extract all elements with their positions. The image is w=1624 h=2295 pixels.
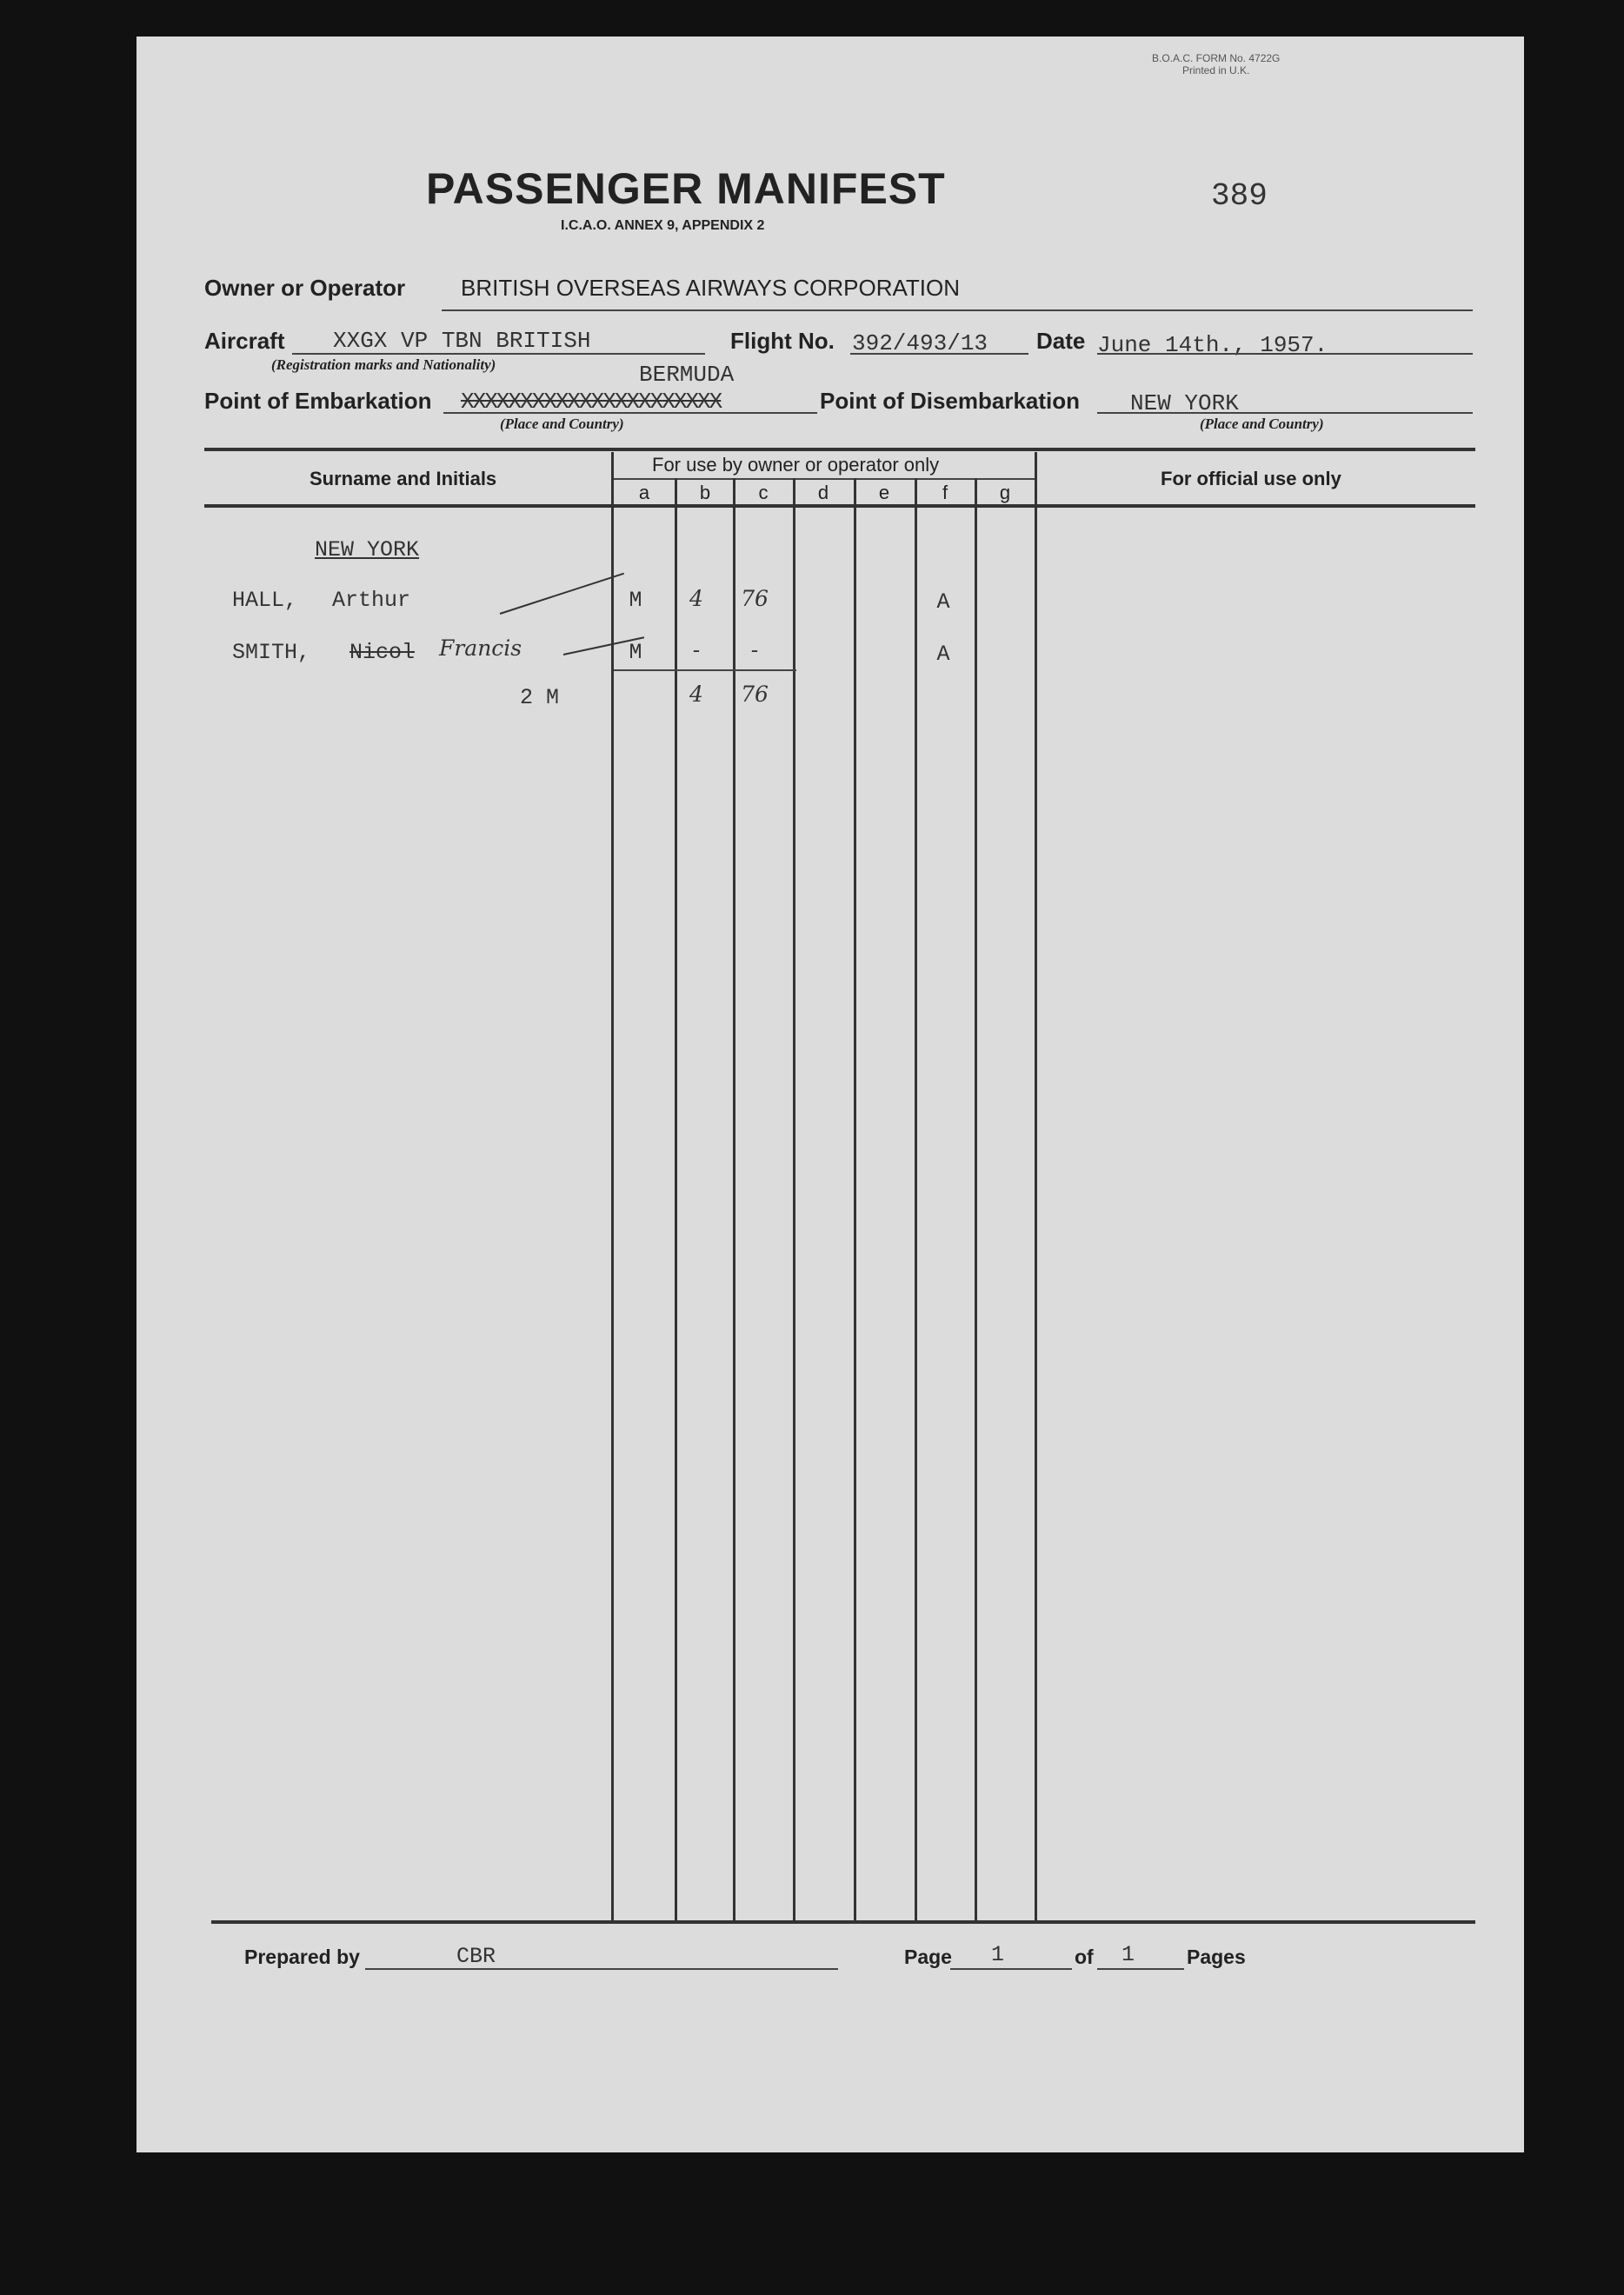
page-label: Page <box>904 1946 952 1968</box>
row1-given: Arthur <box>332 588 411 613</box>
form-number-line1: B.O.A.C. FORM No. 4722G <box>1152 52 1281 64</box>
column-line-g <box>975 478 977 1921</box>
aircraft-sublabel: (Registration marks and Nationality) <box>271 356 496 373</box>
sub-column-f: f <box>942 482 948 503</box>
page-title: PASSENGER MANIFEST <box>426 164 946 213</box>
flight-rule <box>850 353 1028 355</box>
page-rule <box>950 1968 1072 1970</box>
total-col-c: 76 <box>741 682 769 707</box>
disembarkation-value: NEW YORK <box>1130 390 1239 416</box>
section-heading: NEW YORK <box>315 537 420 562</box>
row2-col-a: M <box>629 640 642 665</box>
table-header-rule <box>204 504 1475 508</box>
flight-label: Flight No. <box>730 328 835 354</box>
owner-rule <box>442 309 1473 311</box>
disembarkation-label: Point of Disembarkation <box>820 388 1081 414</box>
totals-rule <box>614 669 796 671</box>
embarkation-value: BERMUDA <box>639 362 735 388</box>
row1-col-b: 4 <box>689 586 703 611</box>
date-label: Date <box>1036 328 1086 354</box>
prepared-by-label: Prepared by <box>244 1946 360 1968</box>
sheet-number: 389 <box>1211 178 1268 214</box>
sub-column-d: d <box>817 482 829 503</box>
aircraft-label: Aircraft <box>204 328 285 354</box>
owner-label: Owner or Operator <box>204 275 406 301</box>
embarkation-rule <box>443 412 817 414</box>
column-line-f <box>915 478 917 1921</box>
of-rule <box>1097 1968 1184 1970</box>
prepared-by-rule <box>365 1968 838 1970</box>
owner-header: For use by owner or operator only <box>652 454 940 476</box>
pages-label: Pages <box>1187 1946 1246 1968</box>
date-rule <box>1097 353 1473 355</box>
form-number-line2: Printed in U.K. <box>1182 64 1250 76</box>
table-bottom-rule <box>211 1920 1475 1924</box>
flight-value: 392/493/13 <box>852 330 988 356</box>
sub-column-g: g <box>999 482 1011 503</box>
sub-column-a: a <box>638 482 650 503</box>
total-col-b: 4 <box>689 682 703 707</box>
row2-given-struck: Nicol <box>349 640 416 665</box>
column-line-a <box>611 452 614 1921</box>
form-number <box>1152 52 1280 76</box>
row2-col-c: - <box>750 637 759 662</box>
row1-col-c: 76 <box>741 586 769 611</box>
disembarkation-sublabel: (Place and Country) <box>1200 416 1324 432</box>
total-label: 2 M <box>520 685 560 710</box>
surname-header: Surname and Initials <box>309 468 497 489</box>
disembarkation-rule <box>1097 412 1473 414</box>
page-value: 1 <box>991 1942 1005 1967</box>
column-line-official <box>1035 452 1037 1921</box>
aircraft-value: XXGX VP TBN BRITISH <box>333 328 591 354</box>
aircraft-rule <box>292 353 705 355</box>
row2-col-f: A <box>936 642 950 667</box>
embarkation-sublabel: (Place and Country) <box>500 416 624 432</box>
table-top-rule <box>204 448 1475 451</box>
of-value: 1 <box>1121 1942 1135 1967</box>
owner-value: BRITISH OVERSEAS AIRWAYS CORPORATION <box>461 275 961 301</box>
embarkation-label: Point of Embarkation <box>204 388 432 414</box>
column-line-d <box>793 478 795 1921</box>
sub-column-b: b <box>699 482 711 503</box>
row2-given: Francis <box>439 635 522 661</box>
prepared-by-value: CBR <box>456 1944 496 1969</box>
official-header: For official use only <box>1161 468 1341 489</box>
row2-surname: SMITH, <box>232 640 311 665</box>
row1-surname: HALL, <box>232 588 298 613</box>
row2-col-b: - <box>692 637 701 662</box>
column-line-e <box>854 478 856 1921</box>
sub-column-c: c <box>758 482 769 503</box>
sub-column-e: e <box>878 482 890 503</box>
page-subtitle: I.C.A.O. ANNEX 9, APPENDIX 2 <box>561 218 765 233</box>
embarkation-struck-value: XXXXXXXXXXXXXXXXXXXXXX <box>461 389 722 415</box>
date-value: June 14th., 1957. <box>1097 332 1328 358</box>
of-label: of <box>1075 1946 1094 1968</box>
row1-col-a: M <box>629 588 642 613</box>
row1-col-f: A <box>936 589 950 615</box>
